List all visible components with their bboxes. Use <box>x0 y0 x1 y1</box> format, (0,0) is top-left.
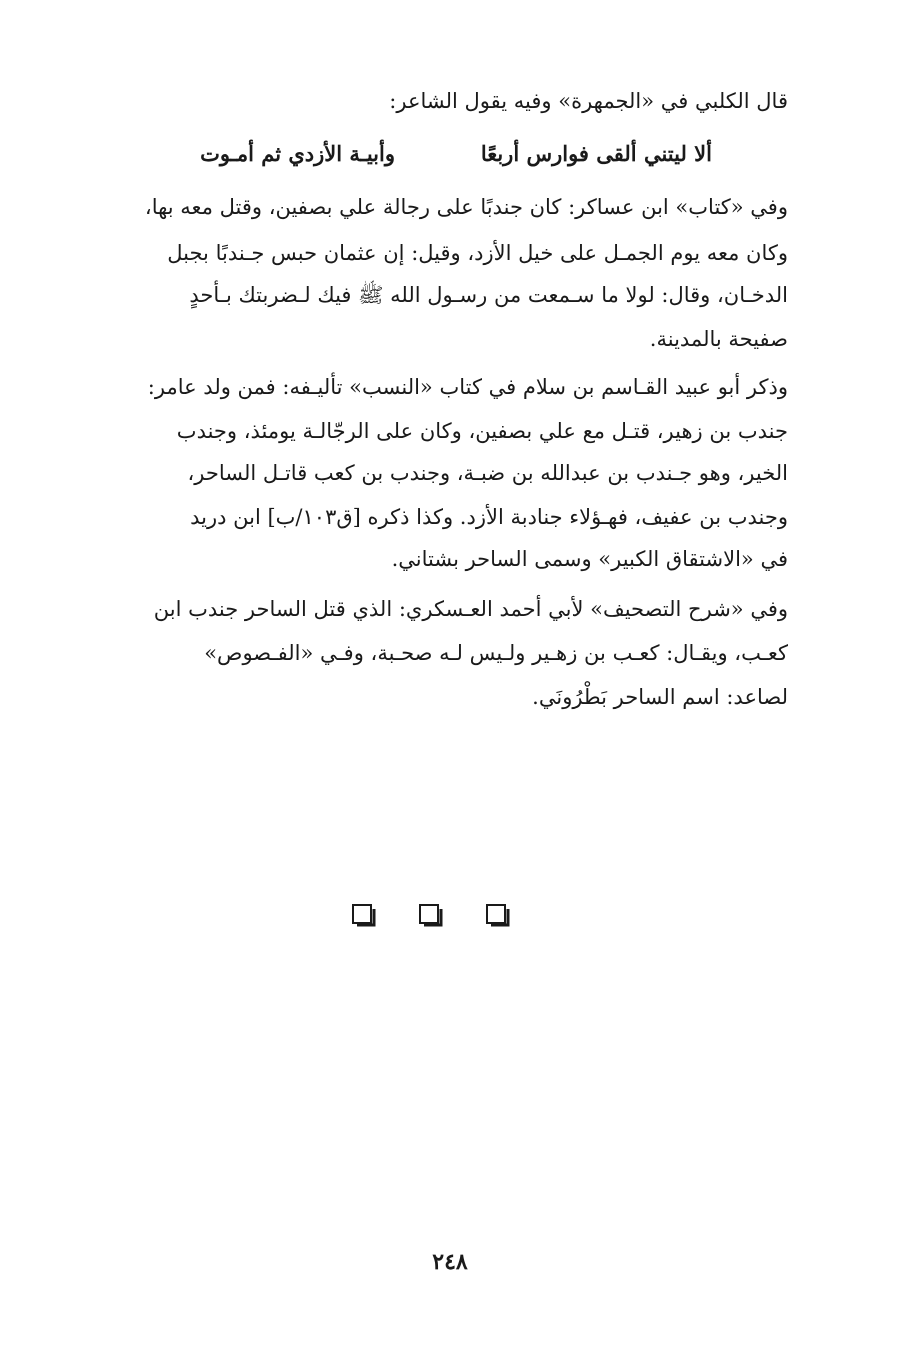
verse <box>0 134 900 174</box>
paragraph-line: لصاعد: اسم الساحر بَطْرُونَي. <box>532 685 788 709</box>
intro-line: قال الكلبي في «الجمهرة» وفيه يقول الشاعر: <box>389 89 788 113</box>
verse-second-hemistich: وأبيـة الأزدي ثم أمـوت <box>200 141 395 166</box>
paragraph-line: وذكر أبو عبيد القـاسم بن سلام في كتاب «النسب» تأليـفه: فمن ولد عامر: <box>147 375 788 399</box>
square-ornament-icon <box>350 903 376 927</box>
square-ornament-icon <box>417 903 443 927</box>
square-ornament-icon <box>484 903 510 927</box>
paragraph-line: جندب بن زهير، قتـل مع علي بصفين، وكان على الرجّالـة يومئذ، وجندب <box>176 419 788 443</box>
paragraph-line: وكان معه يوم الجمـل على خيل الأزد، وقيل: إن عثمان حبس جـندبًا بجبل <box>167 241 788 265</box>
section-end-ornament <box>350 900 510 930</box>
page-number: ٢٤٨ <box>432 1249 468 1275</box>
paragraph-line: وفي «كتاب» ابن عساكر: كان جندبًا على رجالة علي بصفين، وقتل معه بها، <box>144 195 788 219</box>
paragraph-line: وفي «شرح التصحيف» لأبي أحمد العـسكري: الذي قتل الساحر جندب ابن <box>153 597 788 621</box>
paragraph-line: في «الاشتقاق الكبير» وسمى الساحر بشتاني. <box>391 547 788 571</box>
paragraph-line: الخير، وهو جـندب بن عبدالله بن ضبـة، وجندب بن كعب قاتـل الساحر، <box>187 461 788 485</box>
paragraph-line: صفيحة بالمدينة. <box>649 327 788 351</box>
verse-first-hemistich: ألا ليتني ألقى فوارس أربعًا <box>480 141 712 166</box>
paragraph-line: كعـب، ويقـال: كعـب بن زهـير ولـيس لـه صحـبة، وفـي «الفـصوص» <box>204 641 788 665</box>
paragraph-line: الدخـان، وقال: لولا ما سـمعت من رسـول الله ﷺ فيك لـضربتك بـأحدٍ <box>189 283 788 307</box>
paragraph-line: وجندب بن عفيف، فهـؤلاء جنادبة الأزد. وكذا ذكره [ق١٠٣/ب] ابن دريد <box>190 505 788 529</box>
